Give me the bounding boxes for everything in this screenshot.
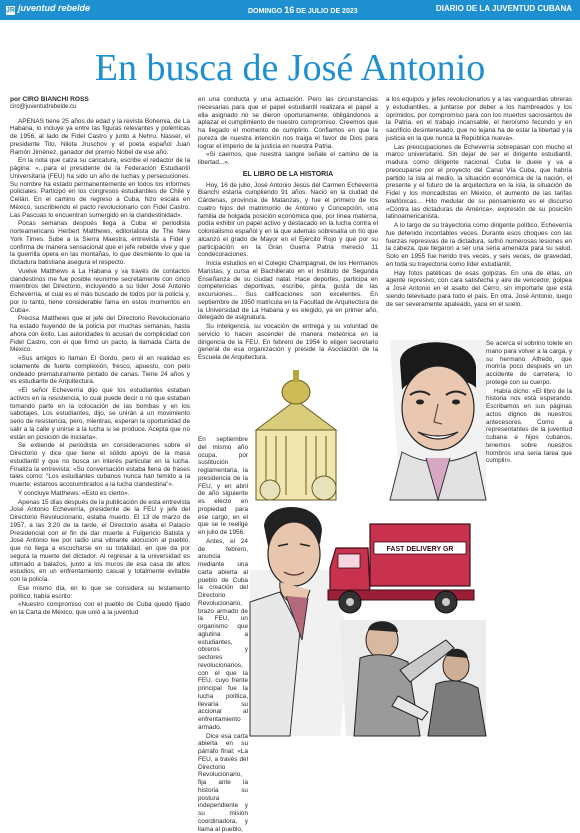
paragraph: Dice esa carta abierta en su párrafo final: «La FEU, a través del Directorio Revolucionario, fija ante la historia su postura independiente y su misión coordinadora, y llama al pueblo, bbox=[198, 733, 248, 833]
article-column-3-narrow bbox=[486, 340, 572, 500]
paragraph: Inicia estudios en el Colegio Champagnat, de los Hermanos Maristas, y cursa el Bachillerato en el Instituto de Segunda Enseñanza de su ciudad natal. Hace deportes, participa en competencias deportivas, escribe, pinta, gusta de las excursiones... Sus calificaciones son excelentes. En septiembre de 1950 matricula en la Facultad de Arquitectura de la Universidad de La Habana y es elegido, ya en primer año, delegado de asignatura. bbox=[198, 260, 378, 322]
red-delivery-truck bbox=[328, 524, 474, 613]
paragraph: En septiembre del mismo año ocupa, por sustitución reglamentaria, la presidencia de la FEU, y en abril de año siguiente es electo en propiedad para ese cargo, en el que se le reelige en julio de 1956. bbox=[198, 436, 248, 537]
paragraph: a los equipos y jefes revolucionarios y a las vanguardias obreras y estudiantiles, a juntarse por deber a los hambreados y los oprimidos, por compromiso para con los muertos sacrosantos de la Patria, en el trabajo incansable, el heroísmo fecundo y en sacrificio desinteresado, que no lejana ha de estar la libertad y la justicia en la que nunca la República nueva». bbox=[386, 96, 572, 143]
paragraph: «El señor Echeverría dijo que los estudiantes estaban activos en la resistencia, lo cual puede decir o no que estaban tomando parte en la colocación de las bombas y en los sabotajes. Los estudiantes, dijo, se unirán a un movimiento serio de resistencia, pero, mientras, esperan la oportunidad de salir a la calle y unirse a la lucha si se produce. Acepta que no están en posición de iniciarla». bbox=[10, 387, 190, 441]
illustration-collage bbox=[250, 340, 486, 736]
paragraph: Se acerca el sobrino tolete en mano para volver a la carga, y su hermano Alfredo, que moriría poco después en un accidente de carretera, lo protege con su cuerpo. bbox=[486, 340, 572, 387]
paragraph: Se extiende el periodista en consideraciones sobre el Directorio y dice que tiene el sólido apoyo de la masa estudiantil y que no busca un interés particular en la lucha. Finaliza la entrevista: «Su conversación estaba llena de frases tales como: “Los estudiantes cubanos nunca han temido a la muerte; estamos acostumbrados a la lucha clandestina”». bbox=[10, 442, 190, 489]
jr-logo-icon: JR bbox=[6, 6, 15, 15]
paragraph: Antes, el 24 de febrero, anuncia mediante una carta abierta al pueblo de Cuba la creación del Directorio Revolucionario, brazo armado de la FEU, un organismo que aglutina a estudiantes, obreros y sectores revolucionarios, con el que la FEU, cuyo frente principal fue la lucha política, llevaría su accionar al enfrentamiento armado. bbox=[198, 538, 248, 732]
portrait-thinking-man bbox=[250, 507, 350, 736]
newspaper-logo[interactable]: JR juventud rebelde bbox=[6, 3, 90, 15]
paragraph: Y concluye Matthews: «Esto es cierto». bbox=[10, 490, 190, 498]
struggle-scene bbox=[340, 620, 486, 736]
paragraph: en una conducta y una actuación. Pero las circunstancias necesarias para que el papel estudiantil realizara el papel a ella asignado no se dieron oportunamente, obligándonos a aplazar el cumplimiento de nuestro compromiso. Creemos que ha llegado el momento de cumplirlo. Confiamos en que la pureza de nuestra intención nos traiga el favor de Dios para lograr el imperio de la justicia en nuestra Patria. bbox=[198, 96, 378, 150]
article-column-1 bbox=[10, 96, 190, 736]
paragraph: Su inteligencia, su vocación de entrega y su voluntad de servicio lo hacen ascender de manera meteórica en la dirigencia de la FEU. En febrero de 1954 lo eligen secretario general de esa organización y preside la Asociación de la Escuela de Arquitectura. bbox=[198, 323, 378, 362]
paragraph: APENAS tiene 25 años de edad y la revista Bohemia, de La Habana, lo incluye ya entre las figuras relevantes y polémicas de 1956, al lado de Fidel Castro y junto a Nehru, Nasser, el presidente Tito, Nikita Jruschov y el poeta español Juan Ramón Jiménez, ganador del premio Nobel de ese año. bbox=[10, 118, 190, 157]
paragraph: «Nuestro compromiso con el pueblo de Cuba quedó fijado en la Carta de México, que unió a la juventud bbox=[10, 601, 190, 617]
byline: por CIRO BIANCHI ROSS bbox=[10, 96, 190, 104]
capitol-building-drawing bbox=[256, 370, 336, 500]
portrait-smiling-man bbox=[390, 340, 486, 500]
article-title: En busca de José Antonio bbox=[0, 48, 580, 88]
paragraph: Hay fotos patéticas de esas golpizas. En una de ellas, un agente represivo, con cara satisfecha y aire de vencedor, golpea a José Antonio en el asalto del Cerro, sin importarle que está siendo televisado para todo el país. En otra, José Antonio, luego de ser severamente apaleado, yace en el suelo. bbox=[386, 270, 572, 309]
paragraph: Precisa Matthews que el jefe del Directorio Revolucionario ha estado huyendo de la policía por muchas semanas, hasta ahora con éxito. Las autoridades lo acusan de complicidad con Fidel Castro, con el que firmó un pacto, la llamada Carta de México. bbox=[10, 315, 190, 354]
author-email[interactable]: ciro@juventudrebelde.cu bbox=[10, 104, 190, 112]
paragraph: «Si caemos, que nuestra sangre señale el camino de la libertad...». bbox=[198, 151, 378, 167]
paragraph: «Sus amigos lo llaman El Gordo, pero él en realidad es solamente de fuerte complexión, fresco, apuesto, con pelo ondeado prematuramente pintado de canas. Tiene 24 años y es estudiante de Arquitectura. bbox=[10, 355, 190, 386]
article-column-3 bbox=[386, 96, 572, 340]
paragraph: Ese mismo día, en lo que se considera su testamento político, había escrito: bbox=[10, 585, 190, 601]
section-heading: EL LIBRO DE LA HISTORIA bbox=[198, 171, 378, 179]
paragraph: Hoy, 16 de julio, José Antonio Jesús del Carmen Echeverría Bianchi estaría cumpliendo 91 años. Nació en la ciudad de Cárdenas, provincia de Matanzas, y fue el primero de los cuatro hijos del matrimonio de Antonio y Concepción, una familia de holgada posición económica que, por línea materna, podía exhibir un papel activo y destacado en la lucha contra el colonialismo español y en la que además sobresalía un tío que alcanzó el grado de Mayor en el Ejército Rojo y que por su participación en la Gran Guerra Patria mereció 11 condecoraciones. bbox=[198, 182, 378, 260]
issue-date: DOMINGO 16 DE JULIO DE 2023 bbox=[248, 5, 358, 15]
paragraph: Vuelve Matthews a La Habana y va través de contactos clandestinos me fue posible reunirme secretamente con cinco miembros del Directorio, incluyendo a su líder José Antonio Echeverría, el cual es el más buscado de todos por la policía y, por lo tanto, tiene considerable fama en estos momentos en Cuba». bbox=[10, 268, 190, 315]
paragraph: Apenas 15 días después de la publicación de esta entrevista José Antonio Echeverría, presidente de la FEU y jefe del Directorio Revolucionario, estaba muerto. El 13 de marzo de 1957, a las 3:20 de la tarde, el Directorio asalta el Palacio Presidencial con el fin de dar muerte a Fulgencio Batista y José Antonio lee por radio una vibrante alocución al pueblo, que no llega a escucharse en su totalidad, en que da por segura la muerte del dictador. Al regresar a la universidad es ultimado a balazos, junto a los muros de esa casa de altos estudios, en un enfrentamiento casual y totalmente evitable con la policía. bbox=[10, 499, 190, 584]
truck-label: FAST DELIVERY GR bbox=[387, 546, 454, 553]
paragraph: En la nota que calza su caricatura, escribe el redactor de la página: «...para el presidente de la Federación Estudiantil Universitaria (FEU) ha sido un año de luchas y persecuciones. Su nombre ha estado permanentemente en todos los informes policiales. Participó en los congresos estudiantiles de Chile y Ceilán. En el camino de regreso a Cuba, hizo escala en México, suscribiendo el pacto revolucionario con Fidel Castro. Las Pascuas lo encuentran sumergido en la clandestinidad». bbox=[10, 157, 190, 219]
article-column-2-narrow bbox=[198, 436, 248, 736]
paragraph: Había dicho: «El libro de la historia nos está esperando. Escribamos en sus páginas actos dignos de nuestros antecesores. Como a representantes de la juventud cubana e hijos cubanos, tenemos sobre nuestros hombros una seria tarea que cumplir». bbox=[486, 388, 572, 466]
paragraph: Pocas semanas después llega a Cuba el periodista norteamericano Herbert Matthews, editorialista de The New York Times. Sube a la Sierra Maestra, entrevista a Fidel y confirma de manera sensacional que el jefe rebelde vive y que la guerrilla opera en las montañas, lo que desmiente lo que la dictadura batistiana asegura el respecto. bbox=[10, 220, 190, 267]
header-bar bbox=[0, 0, 580, 20]
paragraph: Las preocupaciones de Echeverría sobrepasan con mucho el marco universitario. Sin dejar de ser el dirigente estudiantil, madura como dirigente nacional. Cuba le duele y va a preocuparse por el proyecto del Canal Vía Cuba, que habría partido la isla al medio, la situación económica de la nación, el presente y el futuro de la arquitectura en la isla, la situación de Fidel y los moncadistas en México, el aumento de las tarifas telefónicas... Hito medular de su pensamiento es el discurso «Contra las dictaduras de América», expresión de su posición latinoamericanista. bbox=[386, 144, 572, 222]
paragraph: A lo largo de su trayectoria como dirigente político, Echeverría fue detenido incontables veces. Durante esos choques con las fuerzas represivas de la dictadura, sufrió numerosas lesiones en la cabeza, que llegaron a ser una seria amenaza para su salud. Solo en 1955 fue herido tres veces, y seis veces, de gravedad, en toda su trayectoria como líder estudiantil. bbox=[386, 222, 572, 269]
paper-name: DIARIO DE LA JUVENTUD CUBANA bbox=[436, 4, 572, 13]
